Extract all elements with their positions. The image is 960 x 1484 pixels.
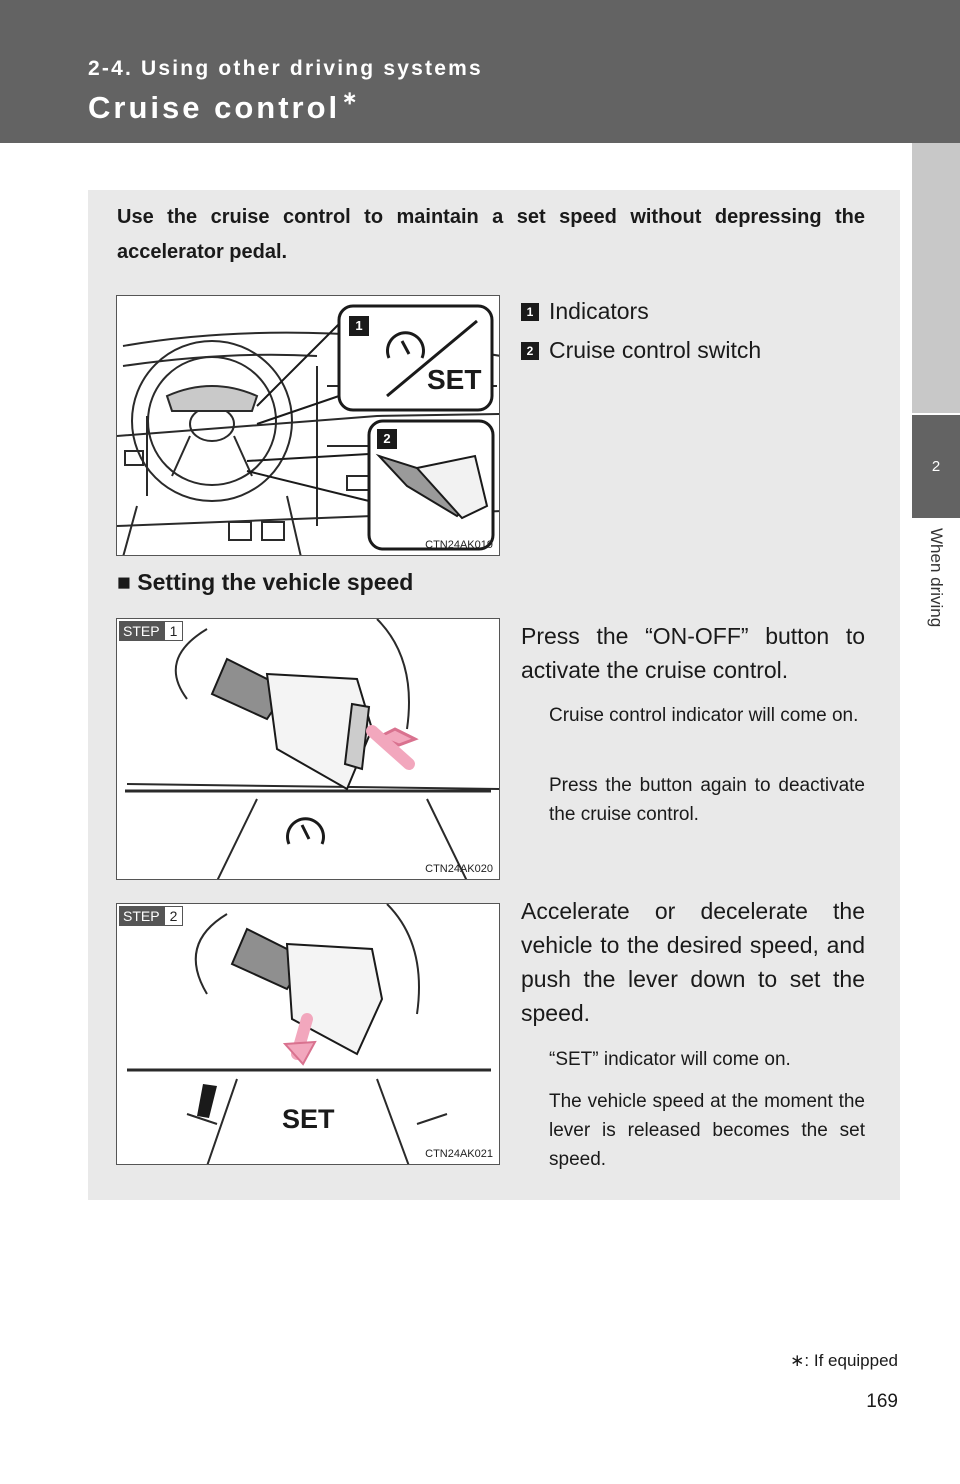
title-text: Cruise control	[88, 90, 341, 125]
step2-note-1: “SET” indicator will come on.	[549, 1049, 791, 1070]
dashboard-illustration	[117, 296, 500, 556]
figure-code: CTN24AK019	[425, 539, 493, 551]
page-header	[0, 0, 960, 143]
intro-text: Use the cruise control to maintain a set speed without depressing the accelerator pedal.	[117, 206, 865, 263]
step1-note-1: Cruise control indicator will come on.	[549, 705, 859, 726]
step1-badge	[119, 621, 183, 641]
figure-code: CTN24AK021	[425, 1148, 493, 1160]
section-label: 2-4. Using other driving systems	[88, 57, 483, 80]
badge-2-label: 2	[383, 431, 391, 446]
chapter-label-text: When driving	[927, 528, 946, 628]
badge-1-label: 1	[355, 318, 363, 333]
step2-label: STEP	[119, 906, 164, 926]
step1-illustration	[117, 619, 500, 880]
set-indicator-text: SET	[427, 364, 482, 395]
section-subheading: ■ Setting the vehicle speed	[117, 569, 414, 595]
chapter-label	[912, 520, 960, 690]
step1-instruction: Press the “ON-OFF” button to activate the cruise control.	[521, 623, 865, 683]
step2-number: 2	[164, 906, 184, 926]
legend-item-2	[521, 337, 761, 364]
figure-code: CTN24AK020	[425, 863, 493, 875]
step1-label: STEP	[119, 621, 164, 641]
step2-figure	[116, 903, 500, 1165]
title-asterisk: ∗	[342, 88, 358, 108]
dashboard-figure	[116, 295, 500, 556]
legend-label-1: Indicators	[549, 298, 649, 324]
step1-number: 1	[164, 621, 184, 641]
side-bar-top	[912, 143, 960, 413]
legend-badge-2: 2	[521, 342, 539, 360]
set-indicator-text: SET	[282, 1104, 335, 1134]
step2-note-2: The vehicle speed at the moment the lever is released becomes the set speed.	[549, 1091, 865, 1170]
legend-label-2: Cruise control switch	[549, 337, 762, 363]
legend-badge-1: 1	[521, 303, 539, 321]
footnote: ∗: If equipped	[790, 1351, 898, 1370]
page-title	[88, 90, 357, 126]
chapter-tab: 2	[912, 415, 960, 518]
legend-item-1	[521, 298, 649, 325]
step1-figure	[116, 618, 500, 880]
step2-badge	[119, 906, 183, 926]
page-number: 169	[866, 1391, 898, 1412]
step2-instruction: Accelerate or decelerate the vehicle to the desired speed, and push the lever down to set the speed.	[521, 898, 865, 1026]
step1-note-2: Press the button again to deactivate the cruise control.	[549, 775, 865, 825]
